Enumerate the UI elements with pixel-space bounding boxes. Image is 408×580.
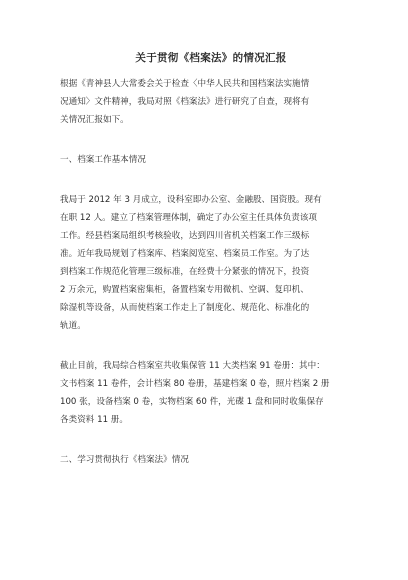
section-2-heading: 二、学习贯彻执行《档案法》情况 <box>60 455 189 465</box>
paragraph-line: 到档案工作规范化管理三级标准，在经费十分紧张的情况下，投资 <box>60 267 310 277</box>
document-title: 关于贯彻《档案法》的情况汇报 <box>135 52 287 64</box>
paragraph-line: 除湿机等设备，从而使档案工作走上了制度化、规范化、标准化的 <box>60 303 310 313</box>
paragraph-line: 在职 12 人。建立了档案管理体制，确定了办公室主任具体负责该项 <box>60 213 318 223</box>
intro-line: 况通知〉文件精神，我局对照《档案法》进行研究了自查，现将有 <box>60 97 310 107</box>
paragraph-line: 100 张，设备档案 0 卷，实物档案 60 件，光碟 1 盘和同时收集保存 <box>60 397 324 407</box>
section-1-heading: 一、档案工作基本情况 <box>60 155 146 165</box>
intro-paragraph <box>60 75 362 129</box>
paragraph-line: 轨道。 <box>60 321 86 331</box>
paragraph-line: 2 万余元，购置档案密集柜，备置档案专用微机、空调、复印机、 <box>60 285 309 295</box>
paragraph-line: 准。近年我局规划了档案库、档案阅览室、档案员工作室。为了达 <box>60 249 310 259</box>
paragraph-line: 各类资料 11 册。 <box>60 415 128 425</box>
section-1-paragraph-2 <box>60 357 362 429</box>
paragraph-line: 我局于 2012 年 3 月成立，设科室即办公室、金融股、国资股。现有 <box>60 195 322 205</box>
intro-line: 关情况汇报如下。 <box>60 115 129 125</box>
intro-line: 根据《青神县人大常委会关于检查〈中华人民共和国档案法实施情 <box>60 79 310 89</box>
section-1-paragraph-1 <box>60 191 362 335</box>
paragraph-line: 截止目前，我局综合档案室共收集保管 11 大类档案 91 卷册：其中： <box>60 361 325 371</box>
paragraph-line: 文书档案 11 卷件，会计档案 80 卷册，基建档案 0 卷，照片档案 2 册 <box>60 379 330 389</box>
paragraph-line: 工作。经县档案局组织考核验收，达到四川省机关档案工作三级标 <box>60 231 310 241</box>
